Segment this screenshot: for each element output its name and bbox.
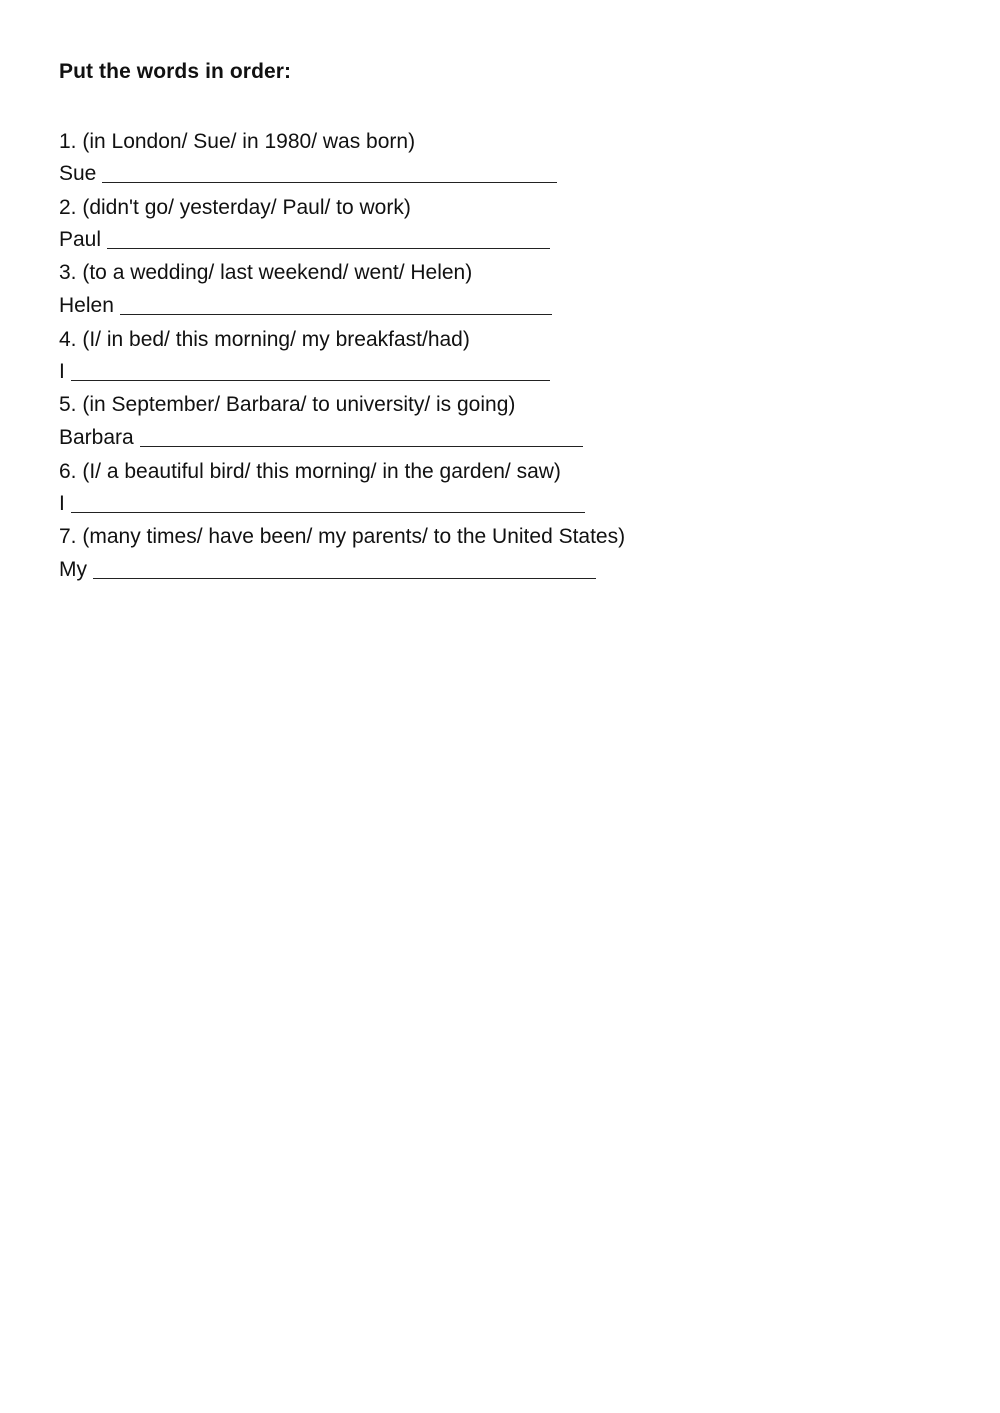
item-6-answer-blank[interactable] xyxy=(71,492,585,513)
item-6-prompt: 6. (I/ a beautiful bird/ this morning/ in the garden/ saw) xyxy=(59,460,561,483)
item-7-answer-line xyxy=(59,554,596,582)
item-2-answer-start: Paul xyxy=(59,228,102,251)
item-4-answer-blank[interactable] xyxy=(71,360,550,381)
item-3-answer-line xyxy=(59,290,552,318)
item-2-prompt: 2. (didn't go/ yesterday/ Paul/ to work) xyxy=(59,196,411,219)
item-5-prompt: 5. (in September/ Barbara/ to university/ is going) xyxy=(59,393,516,416)
item-7-answer-start: My xyxy=(59,558,87,581)
item-1-answer-start: Sue xyxy=(59,162,97,185)
item-4-answer-line xyxy=(59,356,550,384)
item-5-answer-line xyxy=(59,422,583,450)
item-6-answer-line xyxy=(59,488,585,516)
item-4-answer-start: I xyxy=(59,360,65,383)
item-2-answer-blank[interactable] xyxy=(107,228,550,249)
item-4-prompt: 4. (I/ in bed/ this morning/ my breakfast/had) xyxy=(59,328,470,351)
item-2-answer-line xyxy=(59,224,550,252)
item-5-answer-start: Barbara xyxy=(59,426,134,449)
item-7-prompt: 7. (many times/ have been/ my parents/ to the United States) xyxy=(59,525,626,548)
worksheet-title: Put the words in order: xyxy=(59,60,292,83)
item-3-answer-start: Helen xyxy=(59,294,114,317)
item-6-answer-start: I xyxy=(59,492,65,515)
item-5-answer-blank[interactable] xyxy=(140,426,583,447)
item-3-answer-blank[interactable] xyxy=(120,294,552,315)
item-1-answer-line xyxy=(59,158,557,186)
item-1-prompt: 1. (in London/ Sue/ in 1980/ was born) xyxy=(59,130,416,153)
item-3-prompt: 3. (to a wedding/ last weekend/ went/ Helen) xyxy=(59,261,473,284)
item-1-answer-blank[interactable] xyxy=(102,162,557,183)
item-7-answer-blank[interactable] xyxy=(93,558,596,579)
